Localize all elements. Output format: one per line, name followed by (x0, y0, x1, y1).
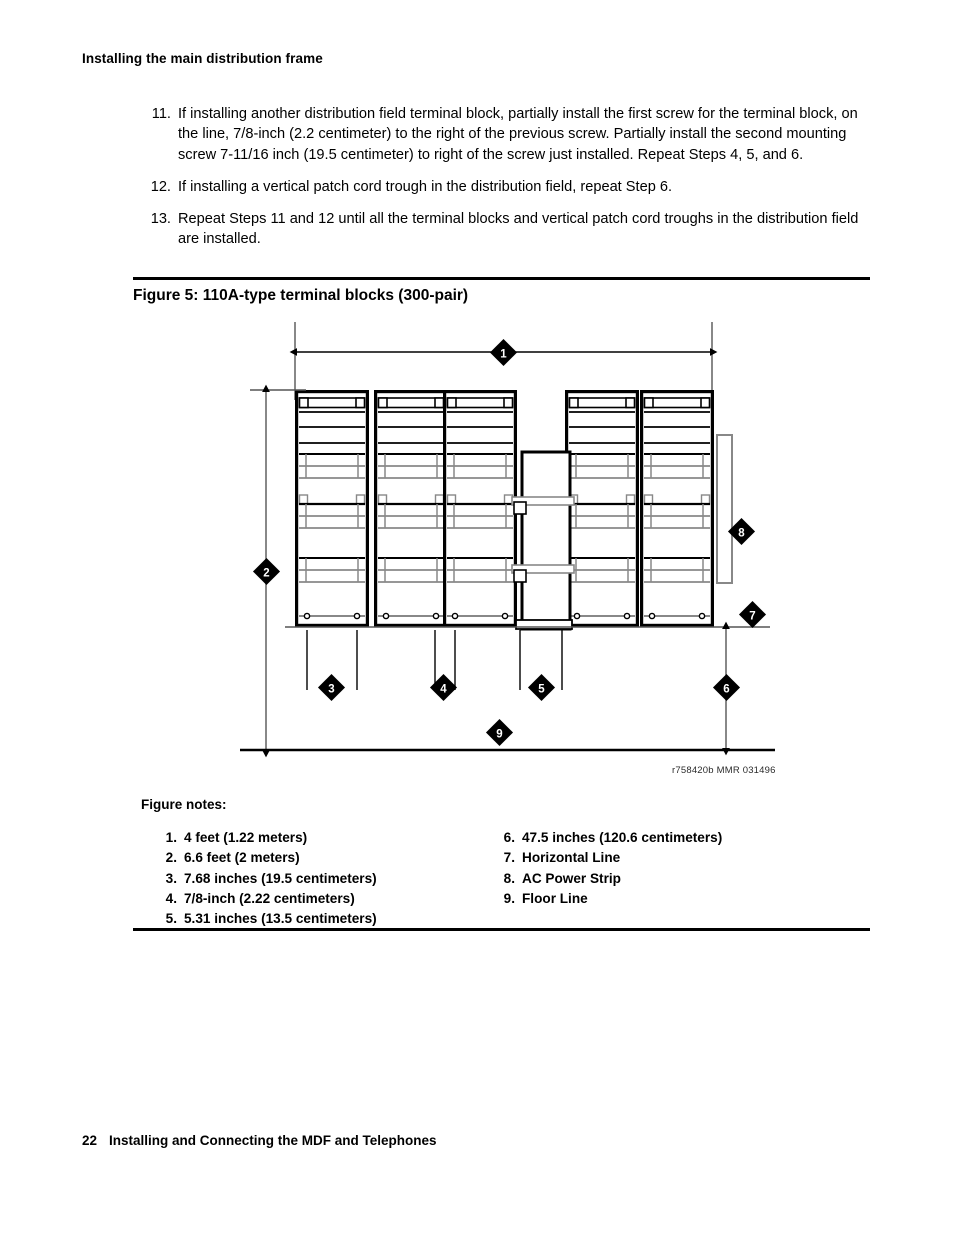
callout-8-ac-power-strip (717, 435, 755, 583)
callout-1-width-dimension (295, 322, 712, 400)
list-item (498, 849, 828, 867)
svg-text:5: 5 (538, 683, 545, 696)
figure-caption: Figure 5: 110A-type terminal blocks (300-pair) (133, 287, 469, 304)
svg-text:3: 3 (328, 683, 335, 696)
terminal-block-group (297, 392, 713, 626)
step-number: 11. (151, 106, 171, 122)
page-footer (82, 1133, 437, 1148)
running-head: Installing the main distribution frame (82, 51, 323, 66)
figure-notes-column-left (160, 829, 490, 931)
note-text: 4 feet (1.22 meters) (184, 830, 308, 845)
note-number: 9. (503, 891, 515, 907)
figure-notes-title: Figure notes: (141, 797, 227, 812)
step-number: 13. (150, 211, 171, 228)
list-item (160, 829, 490, 847)
figure-notes (160, 829, 860, 931)
step-number: 12. (150, 178, 171, 195)
procedure-step-list (148, 104, 860, 250)
svg-text:8: 8 (738, 527, 745, 540)
note-number: 3. (165, 870, 177, 886)
callout-3-block-width-dimension (307, 630, 357, 701)
svg-text:4: 4 (440, 683, 447, 696)
svg-text:6: 6 (723, 683, 730, 696)
note-number: 6. (503, 830, 515, 845)
note-text: Floor Line (522, 891, 588, 907)
list-item (160, 870, 490, 888)
figure-top-rule (133, 277, 870, 280)
svg-text:7: 7 (749, 610, 756, 623)
callout-5-trough-width-dimension (520, 630, 562, 701)
graphic-id-label: r758420b MMR 031496 (672, 765, 776, 776)
list-item (148, 209, 860, 250)
callout-6-horizontal-line-height (713, 629, 740, 748)
list-item (498, 829, 828, 847)
note-text: Horizontal Line (522, 850, 621, 866)
list-item (148, 177, 860, 197)
step-text: Repeat Steps 11 and 12 until all the terminal blocks and vertical patch cord troughs in the distribution field are installed. (178, 211, 859, 248)
callout-9-floor-line (240, 719, 775, 750)
vertical-patch-cord-trough (512, 452, 574, 629)
list-item (160, 910, 490, 928)
list-item (148, 104, 860, 165)
callout-4-screw-spacing-dimension (430, 630, 457, 701)
note-number: 1. (165, 830, 177, 845)
note-number: 2. (165, 850, 177, 866)
list-item (160, 890, 490, 908)
note-text: 5.31 inches (13.5 centimeters) (184, 911, 377, 927)
list-item (498, 890, 828, 908)
note-text: AC Power Strip (522, 870, 621, 886)
svg-text:9: 9 (496, 728, 503, 741)
note-text: 47.5 inches (120.6 centimeters) (522, 830, 723, 845)
svg-text:2: 2 (263, 567, 270, 580)
note-text: 6.6 feet (2 meters) (184, 850, 300, 866)
note-number: 7. (503, 850, 515, 866)
note-number: 4. (165, 891, 177, 907)
figure-drawing (230, 312, 790, 787)
note-number: 8. (503, 870, 515, 886)
footer-title: Installing and Connecting the MDF and Telephones (109, 1133, 437, 1148)
svg-text:1: 1 (500, 348, 507, 361)
step-text: If installing another distribution field terminal block, partially install the first screw for the terminal block, on the line, 7/8-inch (2.2 centimeter) to the right of the previous screw. Partially install the second mounting screw 7-11/16 inch (19.5 centimeter) to right of the screw just installed. Repeat Steps 4, 5, and 6. (178, 106, 858, 163)
list-item (498, 870, 828, 888)
list-item (160, 849, 490, 867)
step-text: If installing a vertical patch cord trough in the distribution field, repeat Step 6. (178, 178, 673, 195)
note-text: 7.68 inches (19.5 centimeters) (184, 870, 377, 886)
figure-notes-column-right (498, 829, 828, 931)
note-text: 7/8-inch (2.22 centimeters) (184, 891, 355, 907)
page-number: 22 (82, 1133, 98, 1148)
note-number: 5. (165, 911, 177, 927)
